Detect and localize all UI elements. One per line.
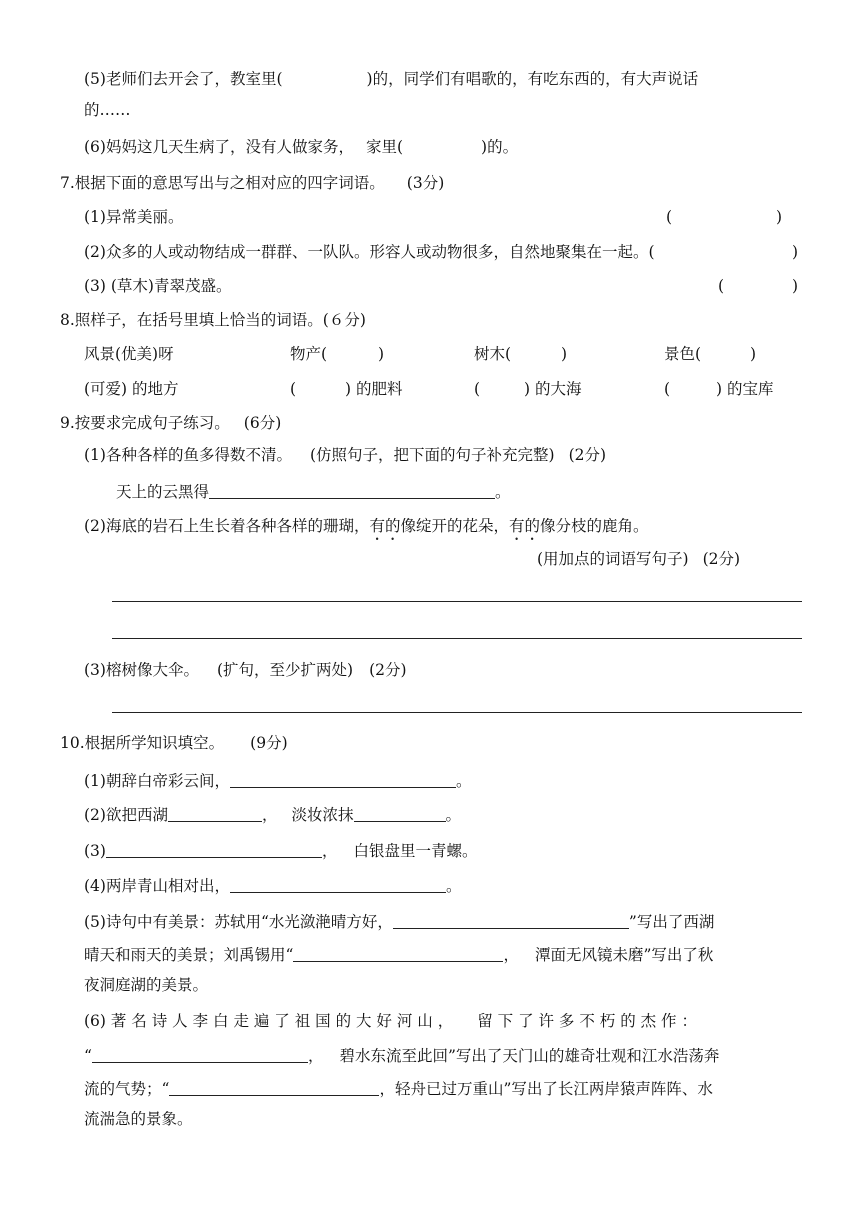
q6-item5-line2: 的…… bbox=[84, 101, 131, 119]
q8-r1-c4-open: 景色( bbox=[664, 345, 702, 363]
q7-item3-close-paren: ) bbox=[792, 277, 799, 295]
q10-item6-line4: 流湍急的景象。 bbox=[84, 1110, 193, 1128]
q9-item2-dotted-word-2: 有的 bbox=[509, 517, 541, 535]
q6-item6-line bbox=[84, 140, 518, 156]
q10-item3-line bbox=[84, 842, 478, 860]
q9-item3-text: (3)榕树像大伞。 bbox=[84, 661, 199, 679]
q9-item3-note: (扩句，至少扩两处) bbox=[216, 661, 354, 679]
q9-item1-score: (2分) bbox=[568, 446, 607, 464]
q6-item6-text-b: 家里( bbox=[365, 138, 404, 156]
q8-example-2: (可爱) 的地方 bbox=[84, 380, 179, 398]
q9-item1-prompt: 天上的云黑得 bbox=[116, 483, 210, 501]
q10-item6-text-a: (6) 著 名 诗 人 李 白 走 遍 了 祖 国 的 大 好 河 山 ， bbox=[84, 1012, 454, 1030]
q10-item6-line1 bbox=[84, 1014, 697, 1030]
q6-item5-text-a: (5)老师们去开会了，教室里( bbox=[84, 70, 283, 88]
q10-item4-blank[interactable] bbox=[230, 877, 446, 893]
q9-title-line bbox=[60, 416, 281, 432]
q10-item5-comma: ， bbox=[503, 946, 519, 964]
q10-item4-period: 。 bbox=[445, 877, 462, 895]
q10-item5-line3: 夜洞庭湖的美景。 bbox=[84, 976, 209, 994]
q10-item6-text-g: ，轻舟已过万重山”写出了长江两岸猿声阵阵、水 bbox=[379, 1080, 713, 1098]
q8-r2-c2-tail: ) 的肥料 bbox=[345, 380, 403, 398]
q8-example-1: 风景(优美)呀 bbox=[84, 345, 174, 363]
q9-item3-line bbox=[84, 663, 407, 679]
q10-item6-comma: ， bbox=[307, 1047, 324, 1065]
q9-score: (6分) bbox=[243, 414, 282, 432]
q8-r2-c3-tail: ) 的大海 bbox=[524, 380, 582, 398]
q7-item3: (3) (草木)青翠茂盛。 bbox=[84, 277, 232, 295]
q10-item3-comma: ， bbox=[321, 842, 338, 860]
q9-item2-dotted-word-1: 有的 bbox=[369, 517, 401, 535]
q10-item6-text-f: 流的气势；“ bbox=[84, 1080, 170, 1098]
q9-item2-instruction bbox=[537, 552, 740, 568]
q10-item2-blank-1[interactable] bbox=[168, 806, 262, 822]
q10-item1-period: 。 bbox=[455, 772, 472, 790]
q7-item2: (2)众多的人或动物结成一群群、一队队。形容人或动物很多，自然地聚集在一起。( bbox=[84, 243, 655, 261]
q6-item6-text-a: (6)妈妈这几天生病了，没有人做家务， bbox=[84, 138, 354, 156]
q10-item5-text-a: (5)诗句中有美景：苏轼用“水光潋滟晴方好， bbox=[84, 913, 393, 931]
q9-item2-line bbox=[84, 517, 649, 544]
q10-item6-blank-1[interactable] bbox=[92, 1047, 308, 1063]
q10-item6-open-quote: “ bbox=[84, 1047, 92, 1065]
q9-title: 9.按要求完成句子练习。 bbox=[60, 414, 230, 432]
q10-item4-line bbox=[84, 877, 461, 895]
q6-item5-line1 bbox=[84, 72, 698, 88]
q7-item2-answer-slot[interactable] bbox=[722, 241, 788, 263]
q10-score: (9分) bbox=[250, 734, 288, 752]
q10-item2-comma: ， bbox=[261, 806, 278, 824]
q10-item6-line2 bbox=[84, 1047, 719, 1065]
q7-score: (3分) bbox=[406, 174, 445, 192]
q10-item5-line2 bbox=[84, 946, 713, 964]
q9-item2-answer-line-1[interactable] bbox=[112, 601, 802, 602]
q8-r2-c3-open: ( bbox=[474, 380, 481, 398]
q10-item2-period: 。 bbox=[445, 806, 462, 824]
q7-item1-answer-slot[interactable] bbox=[684, 206, 772, 228]
q9-item1-period: 。 bbox=[495, 483, 511, 501]
q10-item2-blank-2[interactable] bbox=[354, 806, 446, 822]
q9-item1-note: (仿照句子，把下面的句子补充完整) bbox=[309, 446, 555, 464]
q10-item3-text: 白银盘里一青螺。 bbox=[353, 842, 478, 860]
q9-item1-answer-blank[interactable] bbox=[209, 483, 495, 499]
q7-item1-open-paren: ( bbox=[666, 208, 673, 226]
q9-item2-text-a: (2)海底的岩石上生长着各种各样的珊瑚， bbox=[84, 517, 370, 535]
q8-r2-c4-tail: ) 的宝库 bbox=[716, 380, 774, 398]
q10-item5-line1 bbox=[84, 913, 714, 931]
q8-r1-c2-close: ) bbox=[378, 345, 385, 363]
q8-r1-c3-close: ) bbox=[561, 345, 568, 363]
q10-item5-text-e: 潭面无风镜未磨”写出了秋 bbox=[534, 946, 714, 964]
q10-item1-text: (1)朝辞白帝彩云间， bbox=[84, 772, 230, 790]
q7-title: 7.根据下面的意思写出与之相对应的四字词语。 bbox=[60, 174, 385, 192]
q10-item1-blank[interactable] bbox=[230, 772, 456, 788]
q9-item1-line bbox=[84, 448, 606, 464]
q6-item6-text-c: )的。 bbox=[481, 138, 519, 156]
q7-item3-answer-slot[interactable] bbox=[736, 275, 788, 297]
q8-r2-c2-open: ( bbox=[290, 380, 297, 398]
q7-item1-close-paren: ) bbox=[776, 208, 783, 226]
q10-item5-text-b: ”写出了西湖 bbox=[628, 913, 715, 931]
q10-title: 10.根据所学知识填空。 bbox=[60, 734, 225, 752]
q10-item6-text-b: 留 下 了 许 多 不 朽 的 杰 作 ： bbox=[477, 1012, 697, 1030]
q8-r1-c2-open: 物产( bbox=[290, 345, 328, 363]
q6-item5-text-b: )的，同学们有唱歌的，有吃东西的，有大声说话 bbox=[366, 70, 699, 88]
q8-r2-c4-open: ( bbox=[664, 380, 671, 398]
q8-r1-c3-open: 树木( bbox=[474, 345, 512, 363]
q10-item2-line bbox=[84, 806, 461, 824]
q10-item5-blank-2[interactable] bbox=[293, 946, 503, 962]
q10-item3-number: (3) bbox=[84, 842, 106, 860]
q10-item4-text: (4)两岸青山相对出， bbox=[84, 877, 230, 895]
q7-item2-close-paren: ) bbox=[792, 243, 799, 261]
q10-item6-line3 bbox=[84, 1080, 713, 1098]
q9-item2-note: (用加点的词语写句子) bbox=[537, 550, 689, 568]
q10-item5-blank-1[interactable] bbox=[393, 913, 629, 929]
q9-item3-score: (2分) bbox=[369, 661, 407, 679]
q7-item3-open-paren: ( bbox=[718, 277, 725, 295]
q10-item6-text-e: 碧水东流至此回”写出了天门山的雄奇壮观和江水浩荡奔 bbox=[339, 1047, 720, 1065]
q8-title: 8.照样子，在括号里填上恰当的词语。(６分) bbox=[60, 311, 366, 329]
q7-item1: (1)异常美丽。 bbox=[84, 208, 184, 226]
q9-item2-answer-line-2[interactable] bbox=[112, 638, 802, 639]
q9-item3-answer-line[interactable] bbox=[112, 712, 802, 713]
q10-item6-blank-2[interactable] bbox=[169, 1080, 379, 1096]
q7-title-line bbox=[60, 176, 444, 192]
q9-item1-fill-line bbox=[116, 483, 511, 501]
q9-item2-score: (2分) bbox=[702, 550, 741, 568]
q10-item2-text-a: (2)欲把西湖 bbox=[84, 806, 168, 824]
q10-item1-line bbox=[84, 772, 471, 790]
q9-item2-text-b: 像绽开的花朵， bbox=[400, 517, 509, 535]
q10-item5-text-c: 晴天和雨天的美景；刘禹锡用“ bbox=[84, 946, 294, 964]
q10-item3-blank[interactable] bbox=[106, 842, 322, 858]
q10-title-line bbox=[60, 736, 288, 752]
q9-item1-text: (1)各种各样的鱼多得数不清。 bbox=[84, 446, 292, 464]
q9-item2-text-c: 像分枝的鹿角。 bbox=[540, 517, 649, 535]
q10-item2-text-c: 淡妆浓抹 bbox=[291, 806, 354, 824]
q8-r1-c4-close: ) bbox=[750, 345, 757, 363]
